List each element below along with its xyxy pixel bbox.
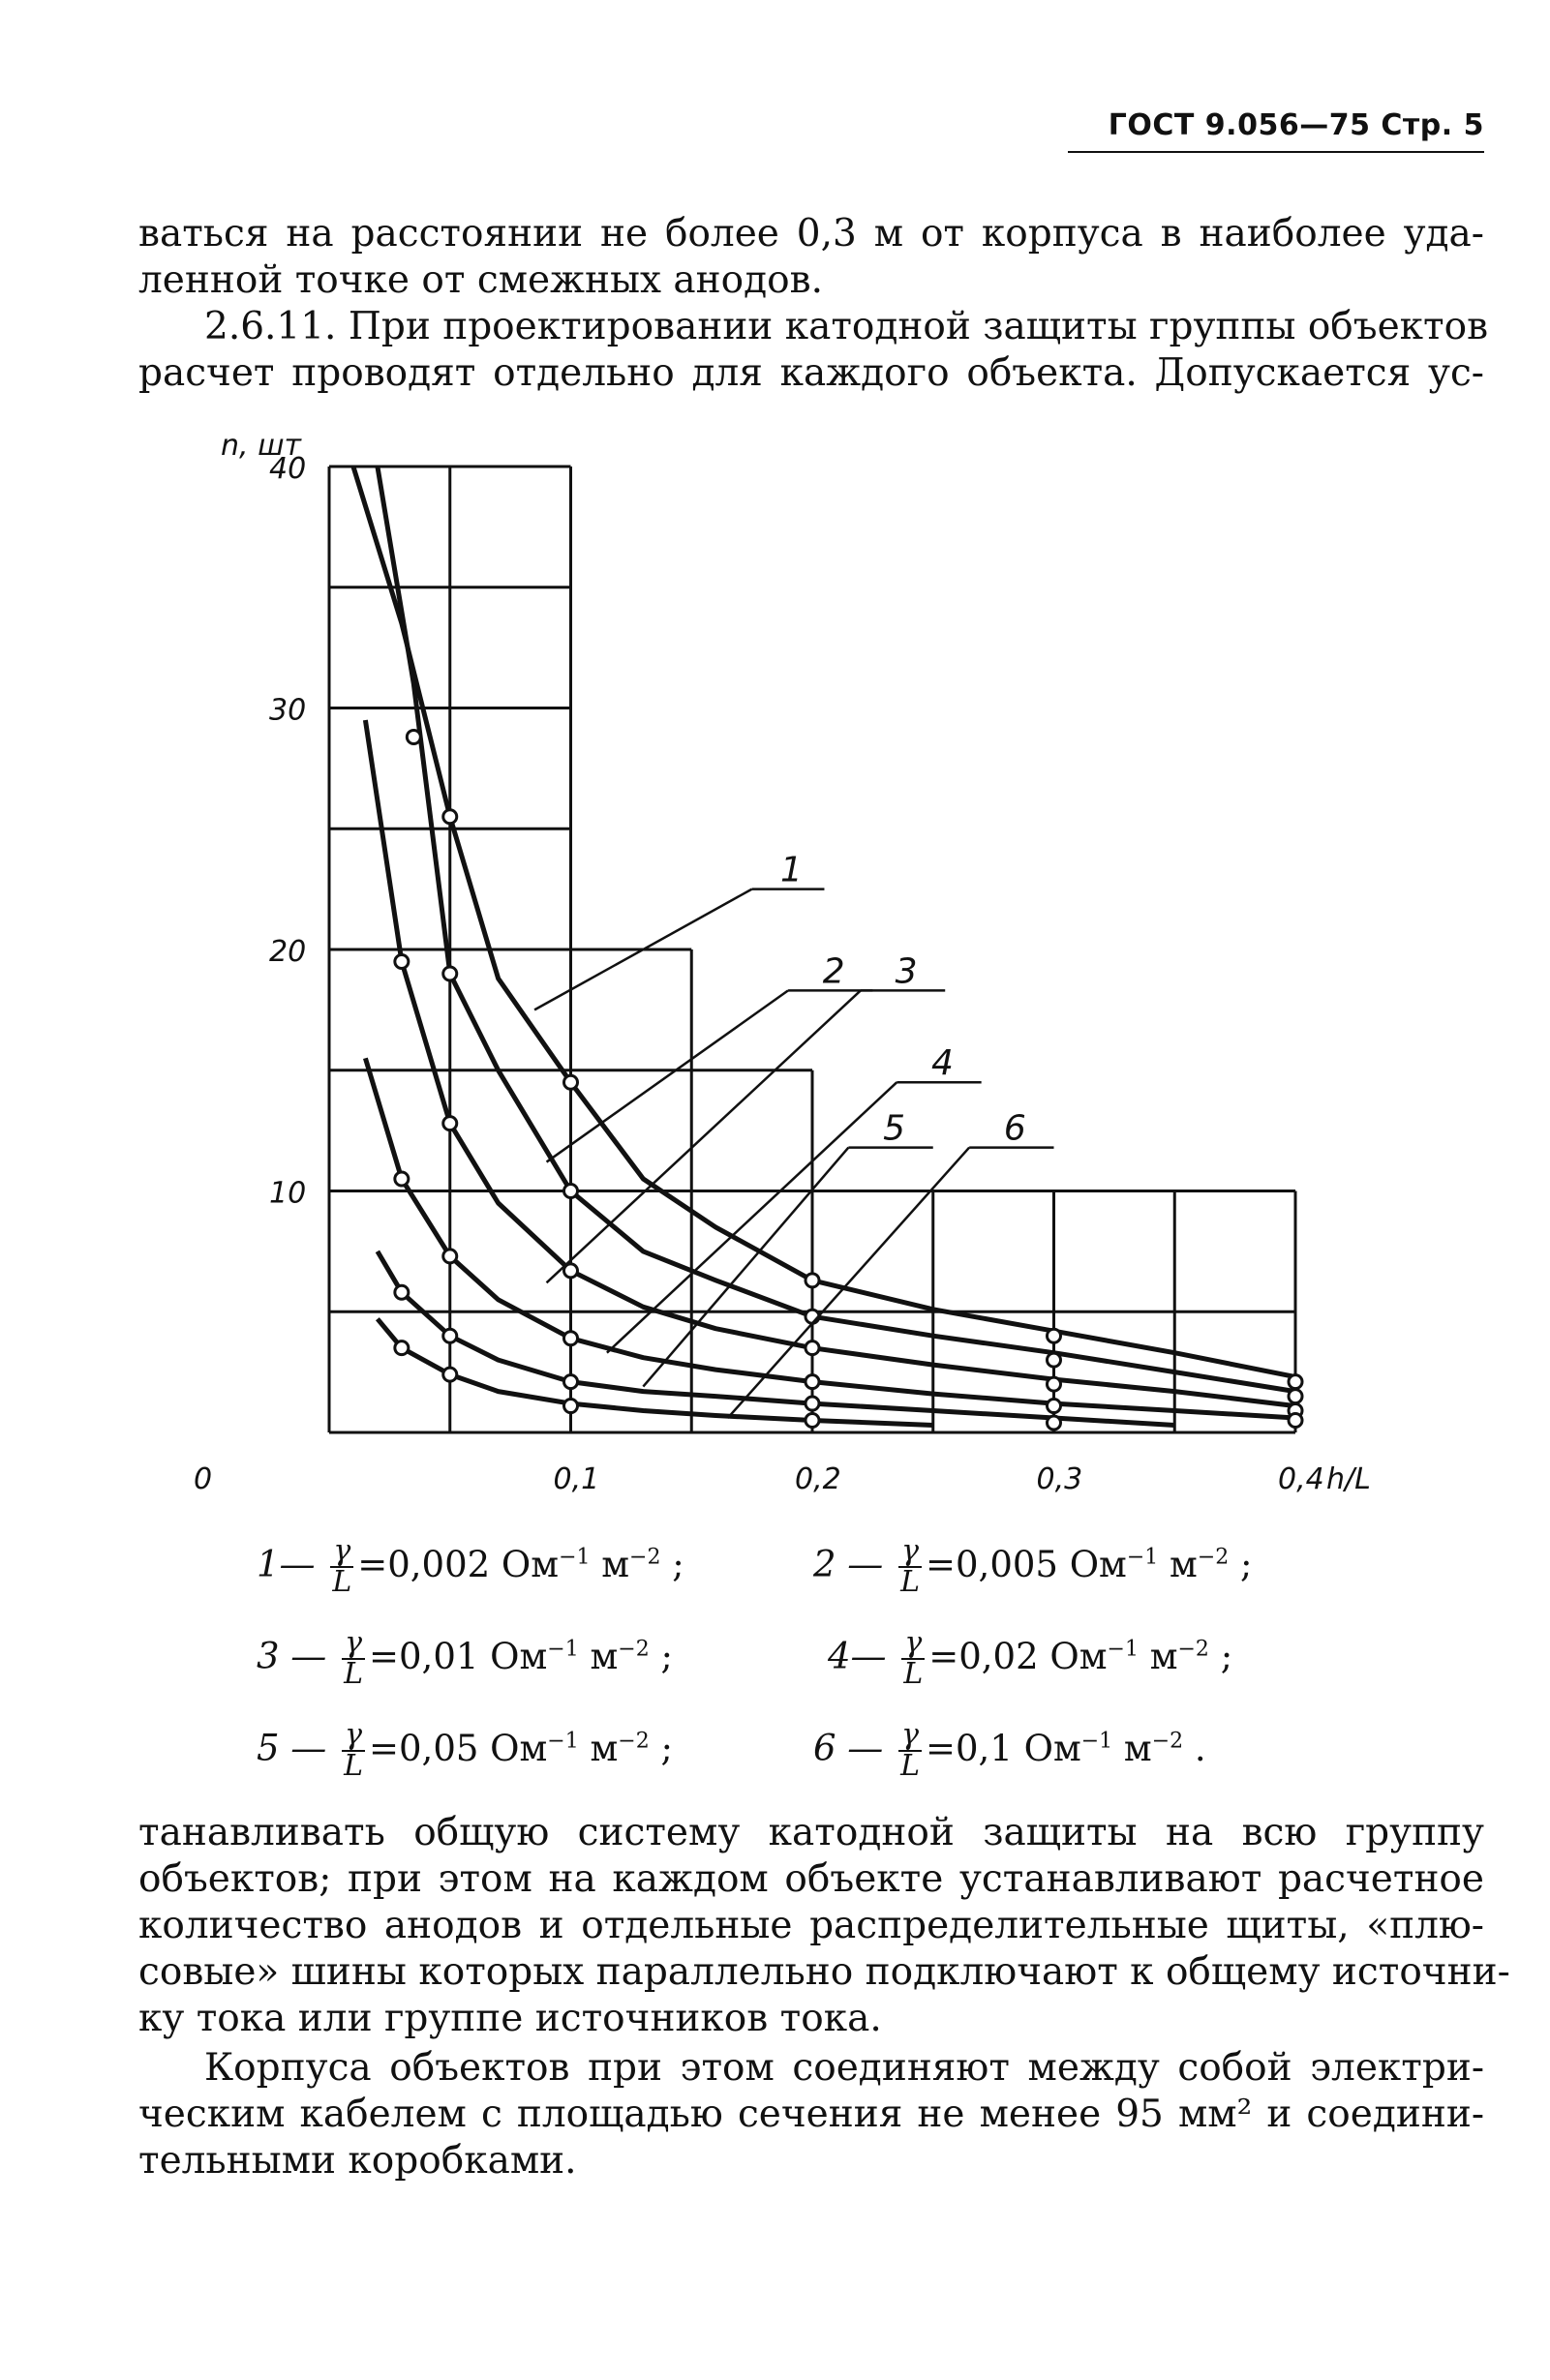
unit-text: м xyxy=(578,1635,619,1677)
text-line: танавливать общую систему катодной защиты на всю группу xyxy=(138,1811,1484,1854)
data-point xyxy=(805,1375,819,1389)
punctuation: ; xyxy=(660,1543,684,1585)
legend-value xyxy=(357,1544,684,1585)
fraction-denominator: L xyxy=(900,1749,920,1783)
legend-number: 3 — xyxy=(257,1635,327,1677)
data-point xyxy=(1289,1414,1302,1428)
data-point xyxy=(805,1414,819,1428)
text-line: количество анодов и отдельные распределительные щиты, «плю- xyxy=(138,1904,1484,1947)
data-point xyxy=(805,1274,819,1287)
exponent: −2 xyxy=(1177,1637,1209,1662)
data-point xyxy=(805,1341,819,1355)
data-point xyxy=(443,810,457,824)
x-tick-label: 0,3 xyxy=(1036,1462,1083,1496)
data-point xyxy=(1289,1375,1302,1389)
legend-item-4 xyxy=(828,1626,1233,1691)
series-label: 5 xyxy=(883,1108,905,1149)
legend-number: 4— xyxy=(828,1635,887,1677)
legend-value-text: =0,1 Ом xyxy=(926,1727,1081,1769)
data-point xyxy=(564,1375,578,1389)
y-tick-label: 10 xyxy=(269,1176,307,1211)
exponent: −2 xyxy=(618,1637,650,1662)
data-point xyxy=(407,730,420,743)
punctuation: ; xyxy=(1229,1543,1253,1585)
series-line-1 xyxy=(353,467,1295,1377)
punctuation: ; xyxy=(1208,1635,1233,1677)
fraction-denominator: L xyxy=(344,1749,363,1783)
text-line: объектов; при этом на каждом объекте устанавливают расчетное xyxy=(138,1857,1484,1901)
data-point xyxy=(564,1400,578,1413)
legend-value xyxy=(369,1636,673,1677)
data-point xyxy=(564,1332,578,1345)
text-line: Корпуса объектов при этом соединяют между собой электри- xyxy=(204,2046,1484,2090)
data-point xyxy=(564,1075,578,1089)
legend-value-text: =0,002 Ом xyxy=(357,1543,560,1585)
x-tick-label: 0,2 xyxy=(795,1462,841,1496)
data-point xyxy=(443,1329,457,1342)
exponent: −2 xyxy=(1151,1729,1184,1754)
legend-item-5 xyxy=(257,1718,673,1783)
ratio-fraction xyxy=(901,1626,925,1691)
leader-line xyxy=(547,990,789,1161)
legend-value-text: =0,01 Ом xyxy=(369,1635,548,1677)
data-point xyxy=(805,1397,819,1410)
legend-item-1 xyxy=(257,1534,684,1599)
legend-number: 2 — xyxy=(813,1543,884,1585)
legend-item-2 xyxy=(813,1534,1253,1599)
text-line: совые» шины которых параллельно подключают к общему источни- xyxy=(138,1950,1510,1994)
legend-value xyxy=(926,1544,1252,1585)
page-header: ГОСТ 9.056—75 Стр. 5 xyxy=(1108,108,1484,142)
text-line: ваться на расстоянии не более 0,3 м от корпуса в наиболее уда- xyxy=(138,212,1484,256)
data-point xyxy=(1289,1390,1302,1403)
legend-value-text: =0,005 Ом xyxy=(926,1543,1127,1585)
fraction-numerator: γ xyxy=(342,1721,365,1752)
series-label: 3 xyxy=(895,951,918,992)
y-tick-label: 20 xyxy=(269,935,307,969)
exponent: −1 xyxy=(1126,1545,1159,1570)
fraction-denominator: L xyxy=(344,1657,363,1691)
series-label: 1 xyxy=(780,850,803,890)
data-point xyxy=(1048,1400,1061,1413)
text-line: ку тока или группе источников тока. xyxy=(138,1997,882,2040)
data-point xyxy=(395,1285,409,1299)
series-label: 4 xyxy=(930,1043,954,1084)
bottom-paragraph-1 xyxy=(138,1810,1510,2042)
ratio-fraction xyxy=(330,1534,353,1599)
data-point xyxy=(1048,1416,1061,1430)
exponent: −1 xyxy=(1080,1729,1113,1754)
fraction-denominator: L xyxy=(900,1565,920,1599)
data-point xyxy=(443,1117,457,1130)
fraction-denominator: L xyxy=(332,1565,352,1599)
data-point xyxy=(443,967,457,980)
legend-number: 1— xyxy=(257,1543,316,1585)
data-point xyxy=(443,1250,457,1263)
text-line: 2.6.11. При проектировании катодной защиты группы объектов xyxy=(204,305,1489,348)
data-point xyxy=(395,1172,409,1186)
legend-value xyxy=(369,1728,673,1769)
data-point xyxy=(1048,1329,1061,1342)
exponent: −1 xyxy=(547,1729,579,1754)
y-tick-label: 30 xyxy=(269,693,307,728)
data-point xyxy=(564,1185,578,1198)
bottom-paragraph-2 xyxy=(138,2045,1484,2184)
x-axis-label: h/L xyxy=(1326,1462,1371,1496)
y-tick-label: 40 xyxy=(269,452,307,486)
series-label: 2 xyxy=(822,951,845,992)
text-line: тельными коробками. xyxy=(138,2139,577,2183)
unit-text: м xyxy=(590,1543,630,1585)
fraction-numerator: γ xyxy=(330,1537,353,1568)
punctuation: . xyxy=(1183,1727,1206,1769)
data-point xyxy=(395,1341,409,1355)
fraction-denominator: L xyxy=(903,1657,924,1691)
y-axis-label: n, шт xyxy=(221,429,302,463)
legend-item-6 xyxy=(813,1718,1206,1783)
text-line: ческим кабелем с площадью сечения не менее 95 мм² и соедини- xyxy=(138,2093,1484,2136)
legend-row xyxy=(257,1534,1322,1605)
exponent: −1 xyxy=(1107,1637,1139,1662)
x-tick-label: 0,4 xyxy=(1278,1462,1324,1496)
ratio-fraction xyxy=(342,1626,365,1691)
data-point xyxy=(395,954,409,968)
data-point xyxy=(1048,1353,1061,1367)
legend-value-text: =0,05 Ом xyxy=(369,1727,548,1769)
exponent: −1 xyxy=(547,1637,579,1662)
legend-value-text: =0,02 Ом xyxy=(928,1635,1108,1677)
punctuation: ; xyxy=(649,1727,673,1769)
exponent: −1 xyxy=(559,1545,591,1570)
series-label: 6 xyxy=(1003,1108,1026,1149)
legend-row xyxy=(257,1718,1322,1789)
legend-value xyxy=(926,1728,1206,1769)
text-line: ленной точке от смежных анодов. xyxy=(138,258,823,302)
fraction-numerator: γ xyxy=(898,1537,922,1568)
exponent: −2 xyxy=(618,1729,650,1754)
x-tick-label: 0,1 xyxy=(553,1462,600,1496)
punctuation: ; xyxy=(649,1635,673,1677)
top-paragraph xyxy=(138,211,1489,397)
legend-number: 5 — xyxy=(257,1727,327,1769)
fraction-numerator: γ xyxy=(898,1721,922,1752)
x-tick-label: 0 xyxy=(194,1462,213,1496)
legend-number: 6 — xyxy=(813,1727,884,1769)
ratio-fraction xyxy=(898,1534,922,1599)
legend-value xyxy=(928,1636,1232,1677)
data-point xyxy=(443,1368,457,1381)
unit-text: м xyxy=(1158,1543,1198,1585)
header-rule xyxy=(1068,151,1484,153)
exponent: −2 xyxy=(629,1545,661,1570)
exponent: −2 xyxy=(1197,1545,1230,1570)
fraction-numerator: γ xyxy=(901,1629,925,1660)
ratio-fraction xyxy=(898,1718,922,1783)
nomogram-chart xyxy=(0,407,1550,1500)
unit-text: м xyxy=(1112,1727,1152,1769)
legend-item-3 xyxy=(257,1626,673,1691)
legend-row xyxy=(257,1626,1322,1697)
fraction-numerator: γ xyxy=(342,1629,365,1660)
unit-text: м xyxy=(578,1727,619,1769)
text-line: расчет проводят отдельно для каждого объекта. Допускается ус- xyxy=(138,351,1484,395)
ratio-fraction xyxy=(342,1718,365,1783)
unit-text: м xyxy=(1138,1635,1178,1677)
data-point xyxy=(1048,1377,1061,1391)
series-line-2 xyxy=(378,467,1295,1392)
